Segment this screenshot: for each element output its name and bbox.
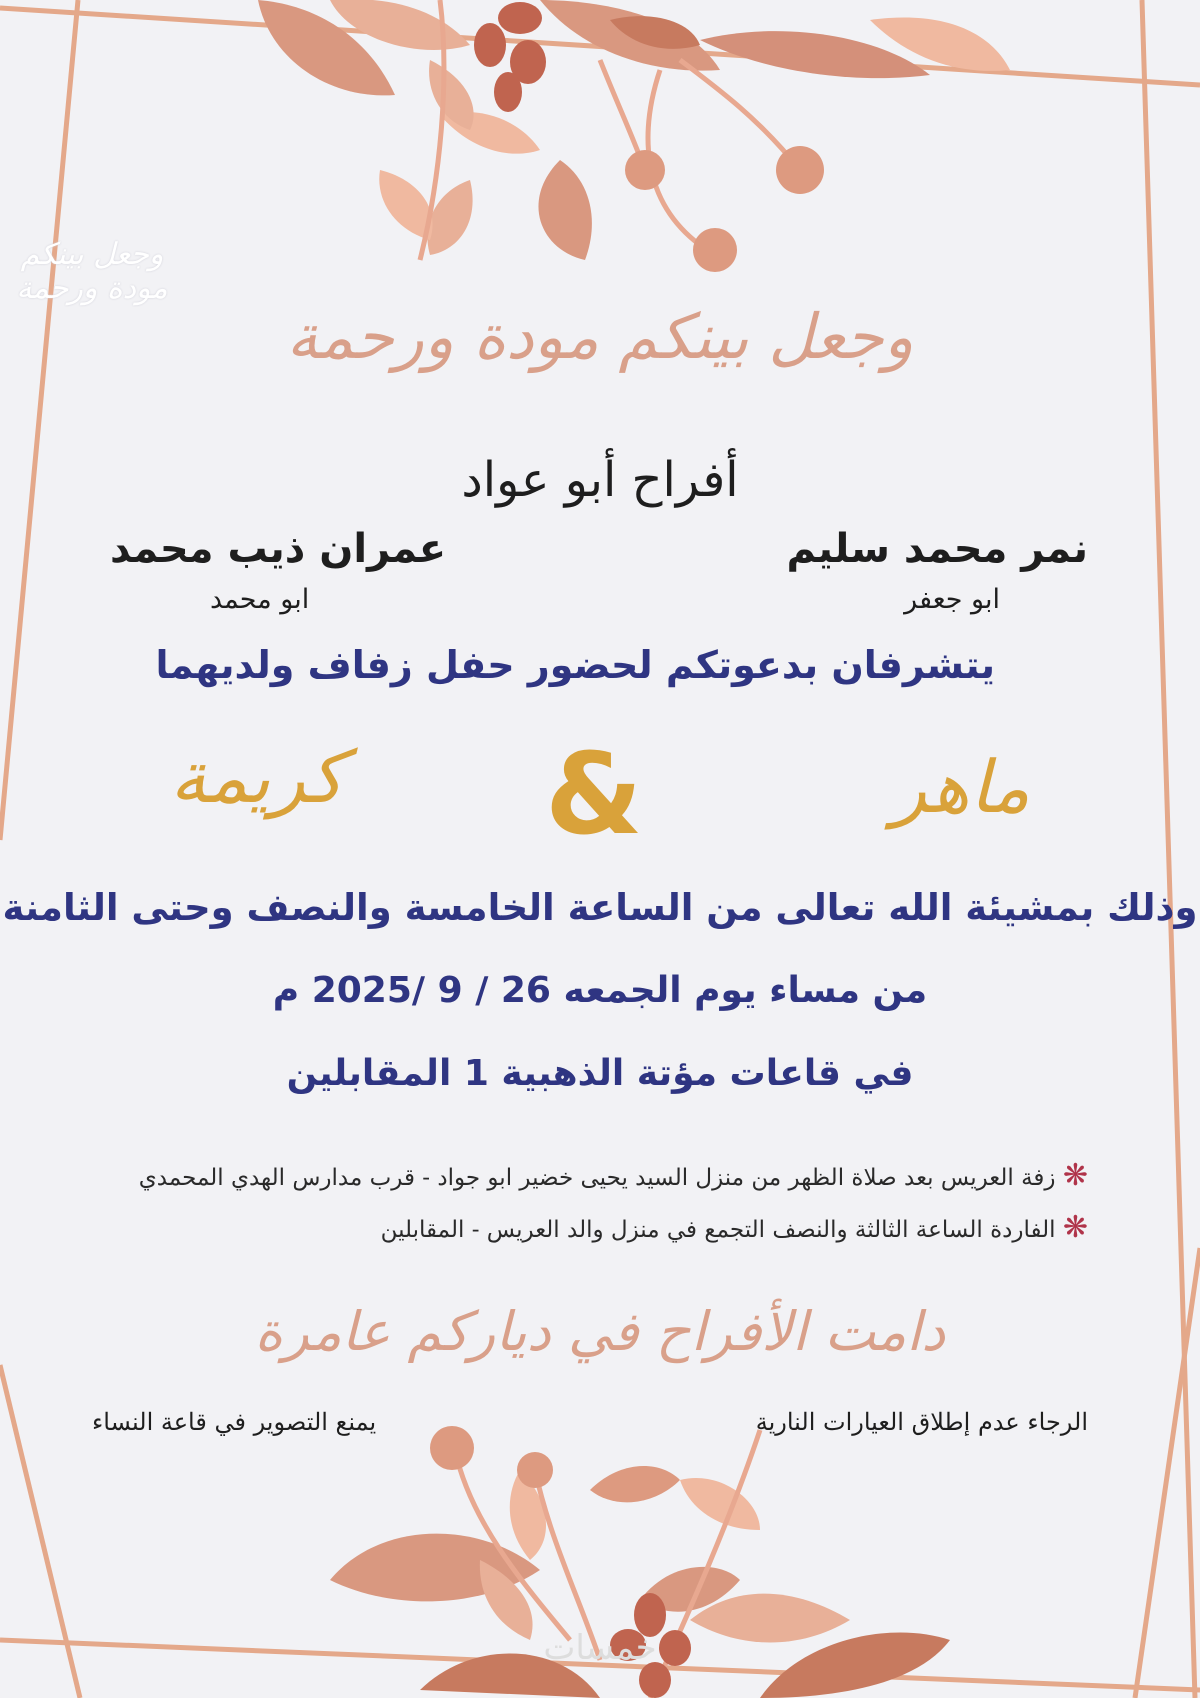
groom-father-name: نمر محمد سليم	[786, 526, 1088, 572]
watermark: خمسات	[543, 1628, 657, 1668]
asterisk-icon: ❋	[1062, 1210, 1088, 1245]
note-text: الفاردة الساعة الثالثة والنصف التجمع في منزل والد العريس - المقابلين	[380, 1217, 1056, 1243]
ampersand: &	[545, 730, 643, 860]
groom-name: ماهر	[891, 745, 1030, 829]
groom-father-kunya: ابو جعفر	[904, 584, 1000, 615]
asterisk-icon: ❋	[1062, 1158, 1088, 1193]
event-date-line: من مساء يوم الجمعه 26 / 9 /2025 م	[272, 970, 928, 1011]
corner-calligraphy: وجعل بينكم مودة ورحمة	[16, 237, 168, 306]
list-item	[381, 1210, 1088, 1245]
bride-father-kunya: ابو محمد	[210, 584, 310, 615]
bride-name: كريمة	[170, 735, 345, 819]
verse-calligraphy: وجعل بينكم مودة ورحمة	[286, 300, 914, 373]
berry-icon	[430, 1426, 474, 1470]
event-time-line: وذلك بمشيئة الله تعالى من الساعة الخامسة والنصف وحتى الثامنة	[2, 886, 1198, 929]
bride-father-name: عمران ذيب محمد	[110, 526, 447, 572]
invitation-line: يتشرفان بدعوتكم لحضور حفل زفاف ولديهما	[155, 643, 995, 687]
note-text: زفة العريس بعد صلاة الظهر من منزل السيد يحيى خضير ابو جواد - قرب مدارس الهدي المحمدي	[138, 1165, 1056, 1191]
event-venue-line: في قاعات مؤتة الذهبية 1 المقابلين	[286, 1053, 914, 1094]
page-title: أفراح أبو عواد	[461, 452, 739, 508]
list-item	[139, 1158, 1088, 1193]
fireworks-note: الرجاء عدم إطلاق العيارات النارية	[755, 1408, 1088, 1436]
photography-note: يمنع التصوير في قاعة النساء	[92, 1408, 377, 1436]
blessing-calligraphy: دامت الأفراح في دياركم عامرة	[254, 1300, 946, 1363]
berry-icon	[517, 1452, 553, 1488]
